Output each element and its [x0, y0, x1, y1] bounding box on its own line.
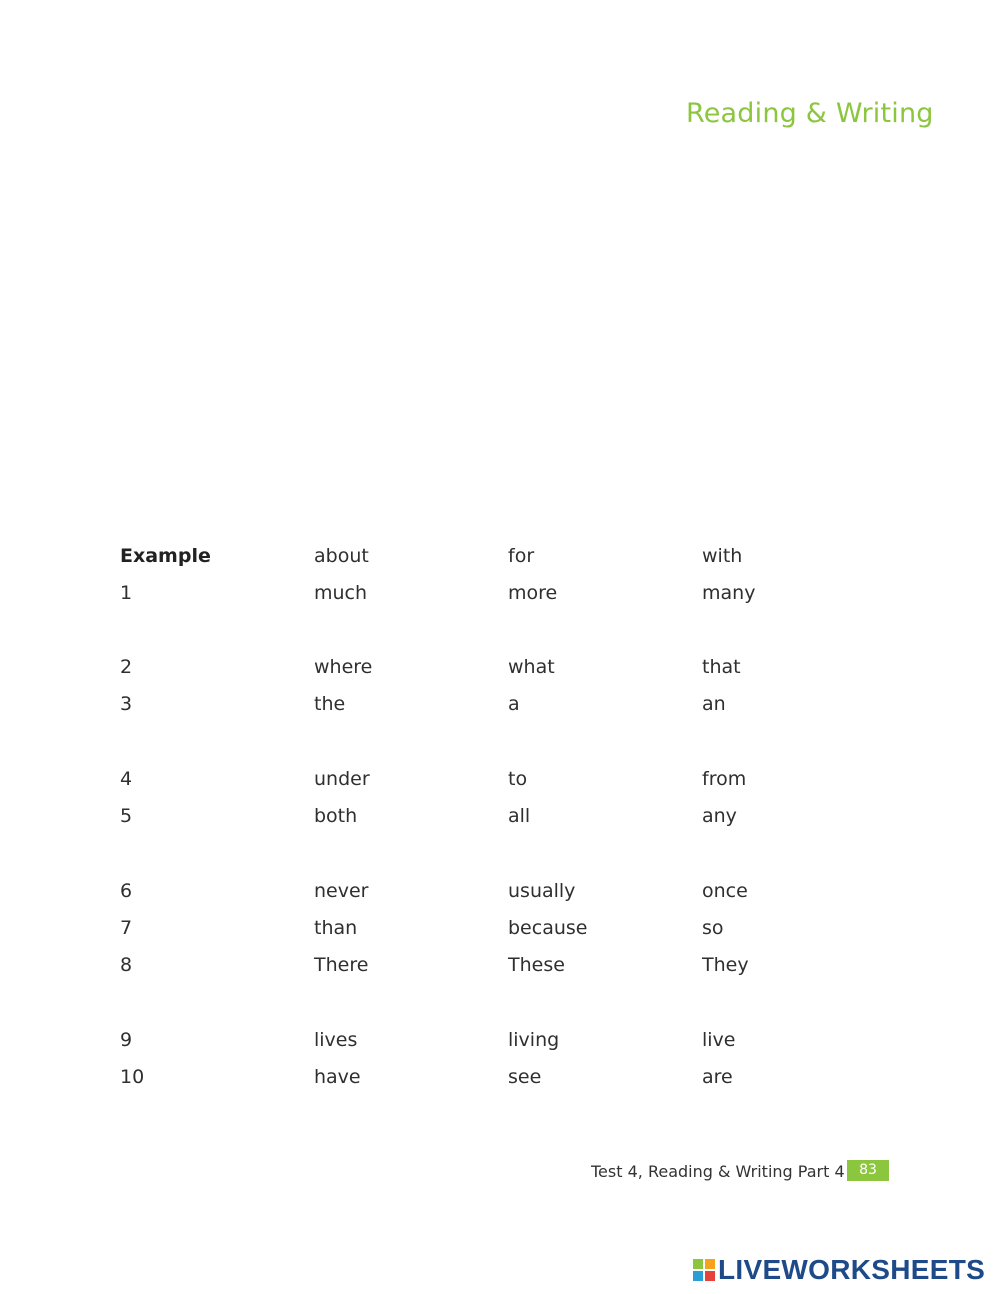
row-label: 2 — [120, 656, 133, 678]
option-b[interactable]: what — [508, 656, 555, 678]
table-row — [0, 801, 1000, 831]
option-c[interactable]: any — [702, 805, 737, 827]
option-b[interactable]: a — [508, 693, 520, 715]
option-a[interactable]: much — [314, 582, 368, 604]
table-row — [0, 764, 1000, 794]
option-a[interactable]: have — [314, 1066, 361, 1088]
option-c[interactable]: are — [702, 1066, 733, 1088]
page-number-badge: 83 — [847, 1160, 889, 1181]
row-label: 9 — [120, 1029, 133, 1051]
footer-caption: Test 4, Reading & Writing Part 4 — [591, 1162, 845, 1181]
option-b[interactable]: more — [508, 582, 558, 604]
row-label: 5 — [120, 805, 133, 827]
liveworksheets-logo-icon — [693, 1259, 715, 1281]
brand-logo[interactable] — [693, 1253, 985, 1287]
option-c[interactable]: that — [702, 656, 741, 678]
row-label: 6 — [120, 880, 133, 902]
row-label: 4 — [120, 768, 133, 790]
table-row — [0, 913, 1000, 943]
option-c[interactable]: many — [702, 582, 756, 604]
option-a[interactable]: about — [314, 545, 369, 567]
option-a[interactable]: than — [314, 917, 358, 939]
option-a[interactable]: never — [314, 880, 369, 902]
table-row — [0, 1025, 1000, 1055]
option-c[interactable]: They — [702, 954, 749, 976]
option-a[interactable]: lives — [314, 1029, 358, 1051]
table-row — [0, 652, 1000, 682]
option-b[interactable]: see — [508, 1066, 542, 1088]
option-b[interactable]: all — [508, 805, 531, 827]
option-a[interactable]: under — [314, 768, 370, 790]
option-b[interactable]: for — [508, 545, 535, 567]
table-row — [0, 1062, 1000, 1092]
row-label: 7 — [120, 917, 133, 939]
option-c[interactable]: so — [702, 917, 724, 939]
option-c[interactable]: with — [702, 545, 743, 567]
option-c[interactable]: live — [702, 1029, 736, 1051]
option-a[interactable]: the — [314, 693, 346, 715]
option-c[interactable]: an — [702, 693, 726, 715]
option-c[interactable]: from — [702, 768, 747, 790]
table-row — [0, 578, 1000, 608]
row-label: Example — [120, 545, 211, 567]
table-row — [0, 950, 1000, 980]
page-section-title: Reading & Writing — [686, 98, 934, 129]
option-b[interactable]: because — [508, 917, 588, 939]
option-a[interactable]: There — [314, 954, 369, 976]
table-row — [0, 689, 1000, 719]
option-b[interactable]: living — [508, 1029, 560, 1051]
row-label: 1 — [120, 582, 133, 604]
option-b[interactable]: to — [508, 768, 528, 790]
row-label: 3 — [120, 693, 133, 715]
option-c[interactable]: once — [702, 880, 748, 902]
brand-name: LIVEWORKSHEETS — [718, 1254, 986, 1285]
row-label: 8 — [120, 954, 133, 976]
table-row-example — [0, 541, 1000, 571]
option-b[interactable]: usually — [508, 880, 576, 902]
row-label: 10 — [120, 1066, 145, 1088]
option-b[interactable]: These — [508, 954, 565, 976]
table-row — [0, 876, 1000, 906]
option-a[interactable]: where — [314, 656, 373, 678]
option-a[interactable]: both — [314, 805, 358, 827]
